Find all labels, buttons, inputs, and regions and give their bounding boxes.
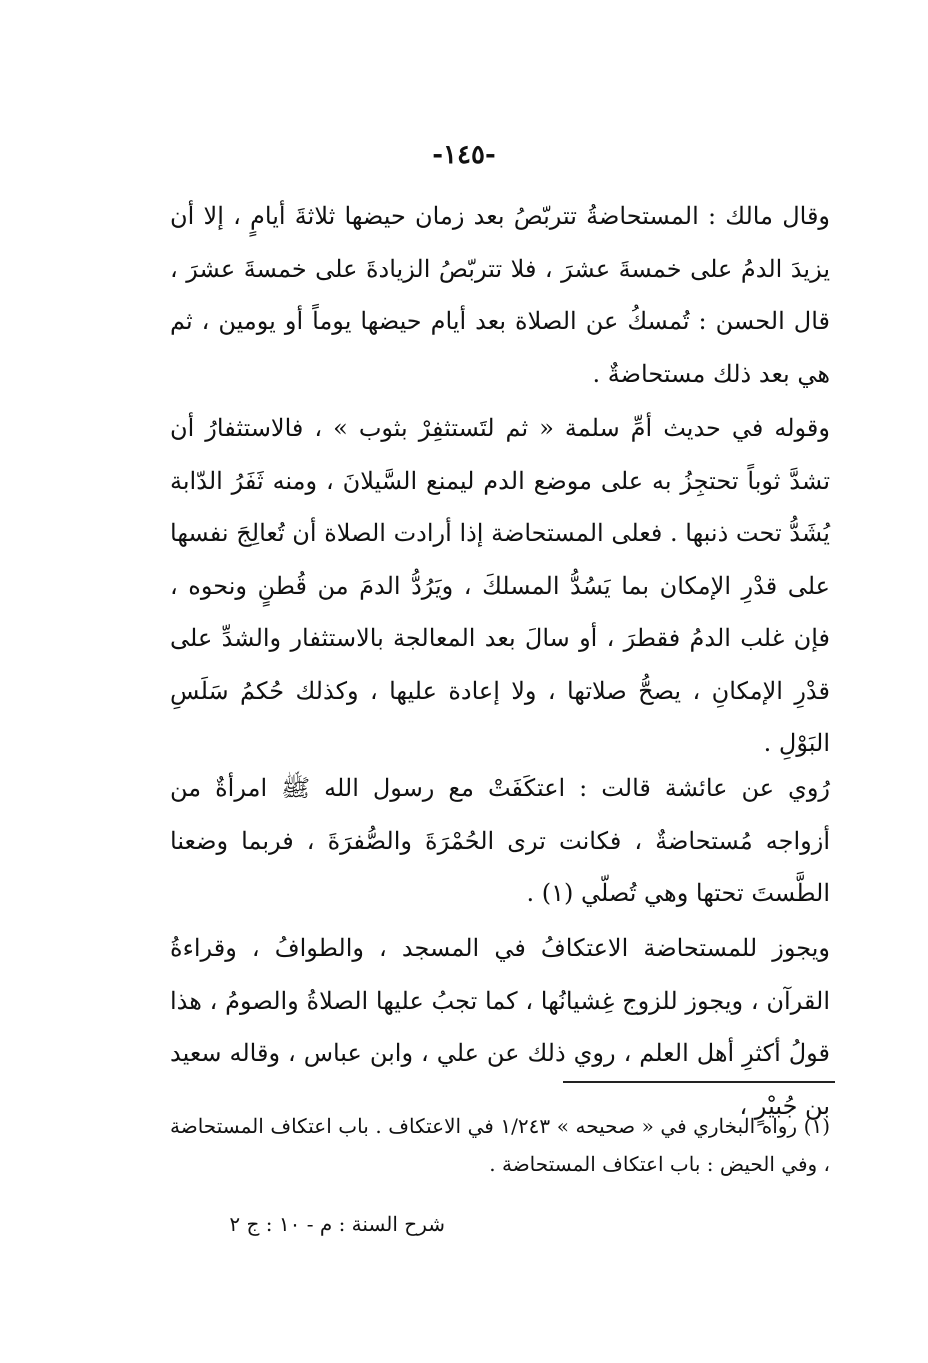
footnote-separator [563,1081,835,1083]
paragraph-itikaf-ruling: ويجوز للمستحاضة الاعتكافُ في المسجد ، والطوافُ ، وقراءةُ القرآن ، ويجوز للزوج غِشيانُها ، كما تجبُ عليها الصلاةُ والصومُ ، هذا قولُ أكثرِ أهل العلم ، روي ذلك عن علي ، وابن عباس ، وقاله سعيد بن جُبيْرٍ ، [170,934,830,1120]
paragraph-aisha-hadith: رُوي عن عائشة قالت : اعتكَفَتْ مع رسول الله ﷺ امرأةٌ من أزواجه مُستحاضةٌ ، فكانت ترى الحُمْرَةَ والصُّفرَةَ ، فربما وضعنا الطَّستَ تحتها وهي تُصلّي (١) . [170,774,830,907]
footnote: (١) رواه البخاري في « صحيحه » ١/٢٤٣ في الاعتكاف . باب اعتكاف المستحاضة ، وفي الحيض : باب اعتكاف المستحاضة . [170,1114,831,1176]
page-signature: شرح السنة : م - ١٠ : ج ٢ [229,1212,445,1236]
page-number: -١٤٥- [432,140,496,170]
paragraph-istithfar: وقوله في حديث أمِّ سلمة « ثم لتَستثفِرْ بثوب » ، فالاستثفارُ أن تشدَّ ثوباً تحتجِزُ به على موضع الدم ليمنع السَّيلانَ ، ومنه ثَفَرُ الدّابة يُشَدُّ تحت ذنبها . فعلى المستحاضة إذا أرادت الصلاة أن تُعالِجَ نفسها على قدْرِ الإمكان بما يَسُدُّ المسلكَ ، ويَرُدُّ الدمَ من قُطنٍ ونحوه ، فإن غلب الدمُ فقطرَ ، أو سالَ بعد المعالجة بالاستثفار والشدِّ على قدْرِ الإمكانِ ، يصحُّ صلاتها ، ولا إعادة عليها ، وكذلك حُكمُ سَلَسِ البَوْلِ . [170,414,831,757]
paragraph-malik: وقال مالك : المستحاضةُ تتربّصُ بعد زمان حيضها ثلاثةَ أيامٍ ، إلا أن يزيدَ الدمُ على خمسةَ عشرَ ، فلا تتربّصُ الزيادةَ على خمسةَ عشرَ ، قال الحسن : تُمسكُ عن الصلاة بعد أيام حيضها يوماً أو يومين ، ثم هي بعد ذلك مستحاضةٌ . [170,202,830,388]
